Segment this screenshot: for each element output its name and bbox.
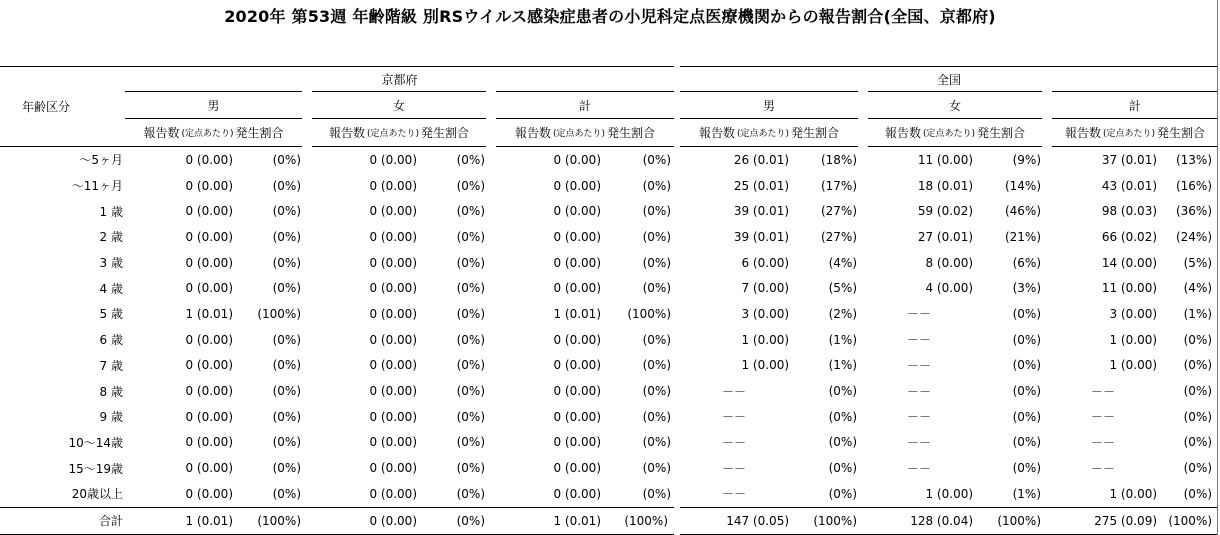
rate-cell: (0%): [272, 409, 301, 424]
age-cell: 10〜14歳: [68, 435, 123, 450]
rate-cell: (0%): [828, 486, 858, 501]
count-cell: 1 (0.00): [741, 332, 790, 347]
count-cell: 0 (0.00): [553, 332, 601, 347]
count-cell: 0 (0.00): [369, 461, 417, 476]
rate-cell: (1%): [1012, 486, 1042, 501]
rate-cell: (100%): [975, 507, 1047, 534]
age-cell: 合計: [0, 507, 125, 534]
rate-cell: (0%): [1012, 409, 1042, 424]
col-rate-label: 発生割合: [235, 126, 284, 140]
col-report-label: 報告数: [884, 126, 921, 140]
sub-header-group: [491, 119, 677, 147]
count-cell: 0 (0.00): [553, 461, 601, 476]
count-cell: 275 (0.09): [1047, 507, 1159, 534]
age-cell: 20歳以上: [71, 487, 123, 502]
table-row: [0, 481, 1218, 507]
rate-cell: (0%): [456, 461, 485, 476]
rate-cell: (0%): [828, 384, 858, 399]
sex-header-total: 計: [1047, 92, 1218, 119]
col-per-point-label: (定点あたり): [923, 129, 976, 139]
rate-cell: (100%): [791, 507, 863, 534]
count-cell: －－: [907, 307, 932, 322]
page-title: 2020年 第53週 年齢階級 別RSウイルス感染症患者の小児科定点医療機関からの報告割合(全国、京都府): [224, 7, 996, 26]
count-cell: －－: [907, 435, 932, 450]
rate-cell: (46%): [1004, 204, 1042, 219]
count-cell: 1 (0.00): [1109, 332, 1158, 347]
count-cell: 0 (0.00): [369, 486, 417, 501]
col-report-label: 報告数: [328, 126, 365, 140]
rate-cell: (0%): [272, 281, 301, 296]
rate-cell: (0%): [1183, 332, 1213, 347]
rate-cell: (0%): [828, 461, 858, 476]
region-header-national: 全国: [677, 67, 1218, 92]
count-cell: 39 (0.01): [733, 229, 790, 244]
col-report-label: 報告数: [143, 126, 180, 140]
col-rate-label: 発生割合: [1157, 126, 1206, 140]
count-cell: 0 (0.00): [553, 384, 601, 399]
count-cell: 25 (0.01): [733, 178, 790, 193]
count-cell: －－: [907, 333, 932, 348]
rate-cell: (100%): [603, 507, 677, 534]
rate-cell: (0%): [456, 152, 485, 167]
rate-cell: (0%): [419, 507, 491, 534]
count-cell: 0 (0.00): [185, 461, 233, 476]
count-cell: 0 (0.00): [369, 435, 417, 450]
count-cell: －－: [1091, 410, 1116, 425]
rate-cell: (100%): [257, 306, 301, 321]
age-cell: 〜5ヶ月: [79, 153, 123, 168]
table-row: [0, 404, 1218, 430]
table-row: [0, 275, 1218, 301]
rate-cell: (0%): [1012, 332, 1042, 347]
count-cell: 0 (0.00): [369, 409, 417, 424]
rate-cell: (0%): [272, 461, 301, 476]
rate-cell: (0%): [456, 409, 485, 424]
col-report-label: 報告数: [514, 126, 551, 140]
rate-cell: (0%): [1183, 435, 1213, 450]
age-cell: 4 歳: [99, 281, 123, 296]
rate-cell: (21%): [1004, 229, 1042, 244]
rate-cell: (100%): [235, 507, 307, 534]
rate-cell: (0%): [272, 255, 301, 270]
rate-cell: (0%): [272, 204, 301, 219]
rate-cell: (24%): [1175, 229, 1213, 244]
rate-cell: (0%): [642, 178, 672, 193]
col-report-label: 報告数: [698, 126, 735, 140]
count-cell: 43 (0.01): [1101, 178, 1158, 193]
rate-cell: (0%): [642, 204, 672, 219]
count-cell: －－: [1091, 435, 1116, 450]
rate-cell: (0%): [642, 152, 672, 167]
rate-cell: (0%): [272, 332, 301, 347]
table-row: [0, 224, 1218, 250]
count-cell: 0 (0.00): [369, 358, 417, 373]
rate-cell: (0%): [272, 358, 301, 373]
age-cell: 8 歳: [99, 384, 123, 399]
count-cell: 27 (0.01): [917, 229, 974, 244]
count-cell: 0 (0.00): [553, 255, 601, 270]
count-cell: 3 (0.00): [1109, 306, 1158, 321]
count-cell: 0 (0.00): [369, 384, 417, 399]
rate-cell: (6%): [1012, 255, 1042, 270]
count-cell: 37 (0.01): [1101, 152, 1158, 167]
rate-cell: (0%): [642, 384, 672, 399]
rate-cell: (0%): [456, 229, 485, 244]
count-cell: 0 (0.00): [369, 229, 417, 244]
col-rate-label: 発生割合: [791, 126, 840, 140]
rate-cell: (4%): [1183, 281, 1213, 296]
count-cell: 1 (0.00): [1109, 358, 1158, 373]
count-cell: 0 (0.00): [553, 486, 601, 501]
rate-cell: (0%): [642, 461, 672, 476]
rate-cell: (0%): [642, 358, 672, 373]
col-per-point-label: (定点あたり): [552, 129, 606, 139]
count-cell: 1 (0.01): [185, 306, 233, 321]
count-cell: 0 (0.00): [553, 281, 601, 296]
count-cell: 18 (0.01): [917, 178, 974, 193]
rate-cell: (0%): [456, 281, 485, 296]
rate-cell: (18%): [820, 152, 858, 167]
count-cell: 0 (0.00): [185, 281, 233, 296]
count-cell: －－: [722, 410, 747, 425]
rate-cell: (0%): [1012, 358, 1042, 373]
col-rate-label: 発生割合: [977, 126, 1026, 140]
count-cell: 147 (0.05): [677, 507, 791, 534]
table-row: [0, 378, 1218, 404]
count-cell: 0 (0.00): [553, 178, 601, 193]
count-cell: 0 (0.00): [553, 204, 601, 219]
rate-cell: (0%): [272, 384, 301, 399]
count-cell: 0 (0.00): [369, 332, 417, 347]
frame-edge: [1217, 0, 1218, 535]
count-cell: －－: [907, 410, 932, 425]
col-rate-label: 発生割合: [421, 126, 470, 140]
count-cell: 1 (0.01): [491, 507, 603, 534]
rate-cell: (0%): [1183, 461, 1213, 476]
count-cell: 0 (0.00): [369, 255, 417, 270]
count-cell: 0 (0.00): [369, 306, 417, 321]
count-cell: 0 (0.00): [185, 409, 233, 424]
rate-cell: (3%): [1012, 281, 1042, 296]
rate-cell: (0%): [1183, 409, 1213, 424]
col-per-point-label: (定点あたり): [181, 129, 234, 139]
count-cell: 0 (0.00): [185, 384, 233, 399]
count-cell: 0 (0.00): [553, 152, 601, 167]
rate-cell: (2%): [828, 306, 858, 321]
count-cell: 0 (0.00): [185, 152, 233, 167]
col-per-point-label: (定点あたり): [366, 129, 420, 139]
sex-header-total: 計: [491, 92, 677, 119]
count-cell: 4 (0.00): [925, 281, 974, 296]
age-cell: 6 歳: [99, 333, 123, 348]
rate-cell: (0%): [1183, 384, 1213, 399]
sub-header-group: [1047, 119, 1218, 147]
table-row: [0, 250, 1218, 276]
rate-cell: (0%): [828, 409, 858, 424]
rate-cell: (0%): [642, 281, 672, 296]
rate-cell: (0%): [642, 255, 672, 270]
count-cell: 0 (0.00): [307, 507, 419, 534]
table-row: [0, 430, 1218, 456]
count-cell: －－: [722, 384, 747, 399]
rate-cell: (0%): [642, 435, 672, 450]
count-cell: 0 (0.00): [369, 152, 417, 167]
rate-cell: (27%): [820, 229, 858, 244]
rate-cell: (0%): [642, 409, 672, 424]
count-cell: 0 (0.00): [369, 281, 417, 296]
rate-cell: (0%): [642, 332, 672, 347]
age-cell: 2 歳: [99, 230, 123, 245]
age-cell: 15〜19歳: [68, 461, 123, 476]
sub-header-group: [677, 119, 863, 147]
rate-cell: (0%): [642, 229, 672, 244]
rate-cell: (14%): [1004, 178, 1042, 193]
count-cell: 1 (0.01): [553, 306, 601, 321]
age-cell: 5 歳: [99, 307, 123, 322]
rate-cell: (0%): [456, 358, 485, 373]
count-cell: 98 (0.03): [1101, 204, 1158, 219]
rate-cell: (36%): [1175, 204, 1213, 219]
count-cell: 0 (0.00): [185, 178, 233, 193]
count-cell: 0 (0.00): [553, 409, 601, 424]
count-cell: 11 (0.00): [1101, 281, 1158, 296]
rate-cell: (0%): [456, 486, 485, 501]
rate-cell: (0%): [272, 178, 301, 193]
count-cell: 8 (0.00): [925, 255, 974, 270]
rate-cell: (17%): [820, 178, 858, 193]
count-cell: 7 (0.00): [741, 281, 790, 296]
rate-cell: (0%): [272, 229, 301, 244]
count-cell: 66 (0.02): [1101, 229, 1158, 244]
count-cell: 0 (0.00): [185, 435, 233, 450]
rate-cell: (0%): [828, 435, 858, 450]
count-cell: 0 (0.00): [185, 332, 233, 347]
col-rate-label: 発生割合: [607, 126, 656, 140]
count-cell: 0 (0.00): [553, 229, 601, 244]
count-cell: 0 (0.00): [185, 358, 233, 373]
col-report-label: 報告数: [1064, 126, 1101, 140]
rate-cell: (0%): [456, 332, 485, 347]
report-table: [0, 66, 1218, 535]
rate-cell: (0%): [1012, 461, 1042, 476]
count-cell: －－: [722, 487, 747, 502]
rate-cell: (16%): [1175, 178, 1213, 193]
rate-cell: (0%): [1183, 486, 1213, 501]
count-cell: 0 (0.00): [369, 204, 417, 219]
sex-header-male: 男: [677, 92, 863, 119]
count-cell: －－: [907, 461, 932, 476]
sex-header-female: 女: [863, 92, 1047, 119]
rate-cell: (0%): [456, 255, 485, 270]
sub-header-group: [125, 119, 307, 147]
count-cell: 128 (0.04): [863, 507, 975, 534]
rate-cell: (5%): [1183, 255, 1213, 270]
rate-cell: (0%): [1012, 306, 1042, 321]
rate-cell: (0%): [456, 204, 485, 219]
count-cell: －－: [1091, 461, 1116, 476]
count-cell: 0 (0.00): [185, 486, 233, 501]
count-cell: －－: [1091, 384, 1116, 399]
rate-cell: (0%): [1012, 435, 1042, 450]
col-per-point-label: (定点あたり): [1103, 129, 1156, 139]
table-row: [0, 301, 1218, 327]
table-row: [0, 353, 1218, 379]
rate-cell: (1%): [828, 332, 858, 347]
age-cell: 〜11ヶ月: [71, 179, 123, 194]
rate-cell: (0%): [456, 178, 485, 193]
count-cell: 14 (0.00): [1101, 255, 1158, 270]
rate-cell: (1%): [1183, 306, 1213, 321]
table-row: [0, 147, 1218, 173]
count-cell: 11 (0.00): [917, 152, 974, 167]
rate-cell: (0%): [1012, 384, 1042, 399]
count-cell: 0 (0.00): [185, 255, 233, 270]
count-cell: 0 (0.00): [553, 435, 601, 450]
count-cell: 0 (0.00): [185, 204, 233, 219]
count-cell: 26 (0.01): [733, 152, 790, 167]
rate-cell: (4%): [828, 255, 858, 270]
sex-header-male: 男: [125, 92, 307, 119]
rate-cell: (9%): [1012, 152, 1042, 167]
rate-cell: (27%): [820, 204, 858, 219]
table-row: [0, 198, 1218, 224]
rate-cell: (100%): [1159, 507, 1218, 534]
count-cell: 1 (0.00): [1109, 486, 1158, 501]
count-cell: －－: [907, 384, 932, 399]
rate-cell: (5%): [828, 281, 858, 296]
count-cell: 6 (0.00): [741, 255, 790, 270]
rate-cell: (0%): [1183, 358, 1213, 373]
age-cell: 3 歳: [99, 256, 123, 271]
age-cell: 7 歳: [99, 358, 123, 373]
rate-cell: (0%): [272, 435, 301, 450]
count-cell: －－: [722, 435, 747, 450]
count-cell: 1 (0.01): [125, 507, 235, 534]
rate-cell: (0%): [456, 306, 485, 321]
col-per-point-label: (定点あたり): [737, 129, 790, 139]
rate-cell: (0%): [456, 384, 485, 399]
sex-header-female: 女: [307, 92, 491, 119]
sub-header-group: [307, 119, 491, 147]
count-cell: 0 (0.00): [369, 178, 417, 193]
count-cell: 0 (0.00): [185, 229, 233, 244]
rate-cell: (0%): [272, 486, 301, 501]
sub-header-group: [863, 119, 1047, 147]
total-row: [0, 507, 1218, 534]
rate-cell: (0%): [642, 486, 672, 501]
rate-cell: (1%): [828, 358, 858, 373]
count-cell: 3 (0.00): [741, 306, 790, 321]
rate-cell: (0%): [456, 435, 485, 450]
age-column-header: 年齢区分: [0, 67, 125, 147]
count-cell: 0 (0.00): [553, 358, 601, 373]
count-cell: －－: [907, 358, 932, 373]
age-cell: 9 歳: [99, 410, 123, 425]
table-row: [0, 455, 1218, 481]
count-cell: 1 (0.00): [925, 486, 974, 501]
table-row: [0, 173, 1218, 199]
count-cell: －－: [722, 461, 747, 476]
rate-cell: (100%): [627, 306, 672, 321]
count-cell: 1 (0.00): [741, 358, 790, 373]
table-row: [0, 327, 1218, 353]
count-cell: 39 (0.01): [733, 204, 790, 219]
count-cell: 59 (0.02): [917, 204, 974, 219]
age-cell: 1 歳: [99, 204, 123, 219]
rate-cell: (0%): [272, 152, 301, 167]
rate-cell: (13%): [1175, 152, 1213, 167]
region-header-kyoto: 京都府: [125, 67, 677, 92]
